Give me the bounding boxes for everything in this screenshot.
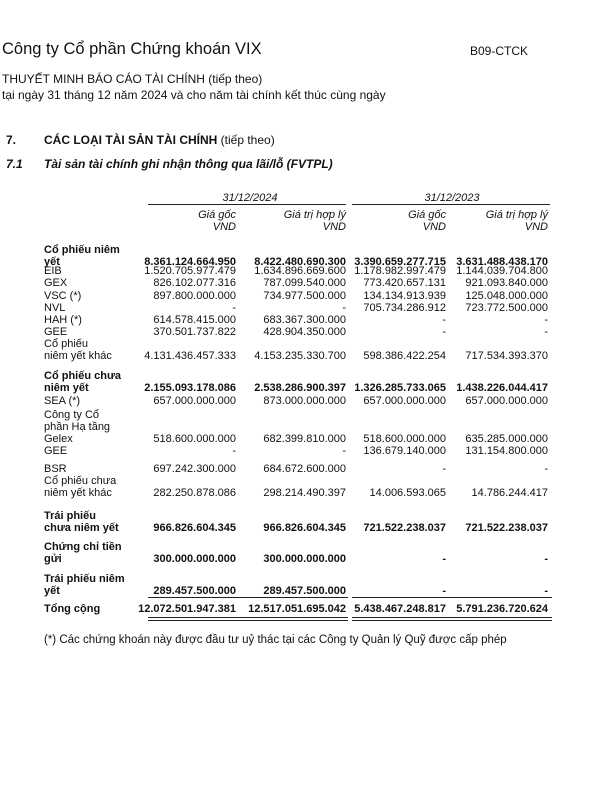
period-2024-rule [148, 204, 346, 205]
row-label [44, 541, 122, 565]
row-value: 1.438.226.044.417 [456, 382, 548, 394]
row-label-line: Cổ phiếu chưa [44, 475, 117, 487]
row-value: 787.099.540.000 [263, 277, 346, 289]
row-value: 1.326.285.733.065 [354, 382, 446, 394]
row-value: - [232, 445, 236, 457]
footnote: (*) Các chứng khoán này được đầu tư uỷ thác tại các Công ty Quản lý Quỹ được cấp phép [44, 634, 507, 646]
period-2023-header: 31/12/2023 [424, 192, 480, 204]
row-value: 1.520.705.977.479 [144, 265, 236, 277]
row-value: 682.399.810.000 [263, 433, 346, 445]
row-value: 873.000.000.000 [263, 395, 346, 407]
row-value: - [544, 314, 548, 326]
row-value: 657.000.000.000 [153, 395, 236, 407]
row-label-line: yết [44, 256, 60, 268]
row-value: 300.000.000.000 [153, 553, 236, 565]
row-value: 723.772.500.000 [465, 302, 548, 314]
row-value: 8.361.124.664.950 [144, 256, 236, 268]
row-label [44, 573, 125, 597]
row-value: 773.420.657.131 [363, 277, 446, 289]
row-value: - [442, 553, 446, 565]
row-value: 1.634.896.669.600 [254, 265, 346, 277]
row-label-line: Cổ phiếu [44, 338, 89, 350]
section-number: 7. [6, 133, 17, 147]
row-value: 683.367.300.000 [263, 314, 346, 326]
row-label-line: Tổng cộng [44, 603, 101, 615]
row-value: 125.048.000.000 [465, 290, 548, 302]
row-value: - [442, 463, 446, 475]
row-label-line: chưa niêm yết [44, 522, 119, 534]
row-value: 298.214.490.397 [263, 487, 346, 499]
col-cost-2023-header [408, 209, 446, 233]
row-value: 3.390.659.277.715 [354, 256, 446, 268]
row-label-line: GEE [44, 445, 68, 457]
row-value: 518.600.000.000 [363, 433, 446, 445]
row-label-line: Trái phiếu [44, 510, 96, 522]
row-value: 12.072.501.947.381 [138, 603, 236, 615]
section-title [44, 133, 275, 147]
period-2024-header: 31/12/2024 [222, 192, 278, 204]
row-value: 134.134.913.939 [363, 290, 446, 302]
row-label-line: GEX [44, 277, 68, 289]
row-value: 921.093.840.000 [465, 277, 548, 289]
col-fair-2024-label: Giá trị hợp lý [283, 209, 346, 221]
row-value: 966.826.604.345 [153, 522, 236, 534]
subtotal-rule [148, 597, 348, 598]
row-value: 8.422.480.690.300 [254, 256, 346, 268]
subsection-number: 7.1 [6, 157, 23, 171]
row-value: - [342, 302, 346, 314]
col-cost-2024-unit: VND [212, 221, 236, 233]
row-value: 697.242.300.000 [153, 463, 236, 475]
row-label-line: gửi [44, 553, 62, 565]
row-value: 370.501.737.822 [153, 326, 236, 338]
row-label-line: Cổ phiếu chưa [44, 370, 122, 382]
col-fair-2024-header [284, 209, 346, 233]
subtotal-rule [352, 597, 552, 598]
row-label-line: Chứng chỉ tiền [44, 541, 122, 553]
row-label [44, 290, 81, 302]
row-label-line: BSR [44, 463, 67, 475]
row-value: - [442, 326, 446, 338]
row-value: 734.977.500.000 [263, 290, 346, 302]
row-value: - [232, 302, 236, 314]
row-value: 14.786.244.417 [471, 487, 548, 499]
row-value: - [442, 314, 446, 326]
row-value: 1.144.039.704.800 [456, 265, 548, 277]
row-label-line: niêm yết khác [44, 350, 112, 362]
row-value: 2.155.093.178.086 [144, 382, 236, 394]
row-value: 289.457.500.000 [153, 585, 236, 597]
row-label-line: Cổ phiếu niêm [44, 244, 120, 256]
row-value: 826.102.077.316 [153, 277, 236, 289]
row-label [44, 463, 67, 475]
row-value: 282.250.878.086 [153, 487, 236, 499]
row-label [44, 326, 67, 338]
row-value: - [544, 553, 548, 565]
row-value: 289.457.500.000 [263, 585, 346, 597]
row-label [44, 445, 67, 457]
row-label [44, 395, 80, 407]
col-fair-2023-unit: VND [524, 221, 548, 233]
row-label-line: EIB [44, 265, 62, 277]
row-value: 721.522.238.037 [363, 522, 446, 534]
col-fair-2023-header [486, 209, 548, 233]
company-name: Công ty Cổ phần Chứng khoán VIX [2, 40, 262, 58]
row-label-line: yết [44, 585, 60, 597]
row-label [44, 370, 121, 394]
row-value: 12.517.051.695.042 [248, 603, 346, 615]
row-label-line: SEA (*) [44, 395, 81, 407]
row-value: 300.000.000.000 [263, 553, 346, 565]
section-title-suffix: (tiếp theo) [217, 133, 275, 147]
row-value: 966.826.604.345 [263, 522, 346, 534]
period-2023-rule [352, 204, 550, 205]
subsection-title: Tài sản tài chính ghi nhận thông qua lãi/lỗ (FVTPL) [44, 157, 333, 171]
row-label-line: VSC (*) [44, 290, 82, 302]
section-title-main: CÁC LOẠI TÀI SẢN TÀI CHÍNH [44, 133, 218, 147]
row-label [44, 338, 112, 362]
col-cost-2023-unit: VND [422, 221, 446, 233]
col-fair-2024-unit: VND [322, 221, 346, 233]
row-label-line: Trái phiếu niêm [44, 573, 125, 585]
row-value: 705.734.286.912 [363, 302, 446, 314]
row-label-line: niêm yết [44, 382, 89, 394]
row-label-line: Gelex [44, 433, 73, 445]
row-label [44, 433, 73, 445]
row-value: 717.534.393.370 [465, 350, 548, 362]
report-title: THUYẾT MINH BÁO CÁO TÀI CHÍNH (tiếp theo) [2, 72, 263, 86]
row-label [44, 277, 67, 289]
total-rule-1b [148, 620, 348, 621]
row-value: 1.178.982.997.479 [354, 265, 446, 277]
row-value: 657.000.000.000 [465, 395, 548, 407]
row-value: - [442, 585, 446, 597]
row-value: - [544, 585, 548, 597]
row-value: 598.386.422.254 [363, 350, 446, 362]
row-label-line: phần Hạ tầng [44, 421, 111, 433]
row-label [44, 314, 82, 326]
row-value: - [342, 445, 346, 457]
row-value: 131.154.800.000 [465, 445, 548, 457]
row-value: 428.904.350.000 [263, 326, 346, 338]
row-value: 721.522.238.037 [465, 522, 548, 534]
col-cost-2023-label: Giá gốc [408, 209, 446, 221]
row-label [44, 265, 62, 277]
total-rule-2b [352, 620, 552, 621]
row-value: 3.631.488.438.170 [456, 256, 548, 268]
row-value: 5.791.236.720.624 [456, 603, 548, 615]
row-value: 518.600.000.000 [153, 433, 236, 445]
row-label [44, 302, 65, 314]
row-label [44, 475, 116, 499]
row-value: 136.679.140.000 [363, 445, 446, 457]
row-value: - [544, 326, 548, 338]
col-cost-2024-header [198, 209, 236, 233]
col-fair-2023-label: Giá trị hợp lý [485, 209, 548, 221]
row-label-line: Công ty Cổ [44, 409, 100, 421]
row-label [44, 409, 110, 433]
total-rule-2 [352, 617, 552, 618]
row-label-line: NVL [44, 302, 66, 314]
row-value: 4.153.235.330.700 [254, 350, 346, 362]
form-code: B09-CTCK [470, 44, 529, 58]
row-value: - [544, 463, 548, 475]
row-value: 684.672.600.000 [263, 463, 346, 475]
row-label-line: HAH (*) [44, 314, 82, 326]
row-label-line: GEE [44, 326, 68, 338]
row-value: 657.000.000.000 [363, 395, 446, 407]
row-value: 4.131.436.457.333 [144, 350, 236, 362]
row-label [44, 510, 119, 534]
row-label-line: niêm yết khác [44, 487, 112, 499]
row-value: 2.538.286.900.397 [254, 382, 346, 394]
total-rule-1 [148, 617, 348, 618]
row-label [44, 603, 100, 615]
row-value: 14.006.593.065 [369, 487, 446, 499]
row-value: 5.438.467.248.817 [354, 603, 446, 615]
report-period: tại ngày 31 tháng 12 năm 2024 và cho năm tài chính kết thúc cùng ngày [2, 88, 386, 102]
row-value: 614.578.415.000 [153, 314, 236, 326]
row-value: 897.800.000.000 [153, 290, 236, 302]
col-cost-2024-label: Giá gốc [198, 209, 236, 221]
row-value: 635.285.000.000 [465, 433, 548, 445]
